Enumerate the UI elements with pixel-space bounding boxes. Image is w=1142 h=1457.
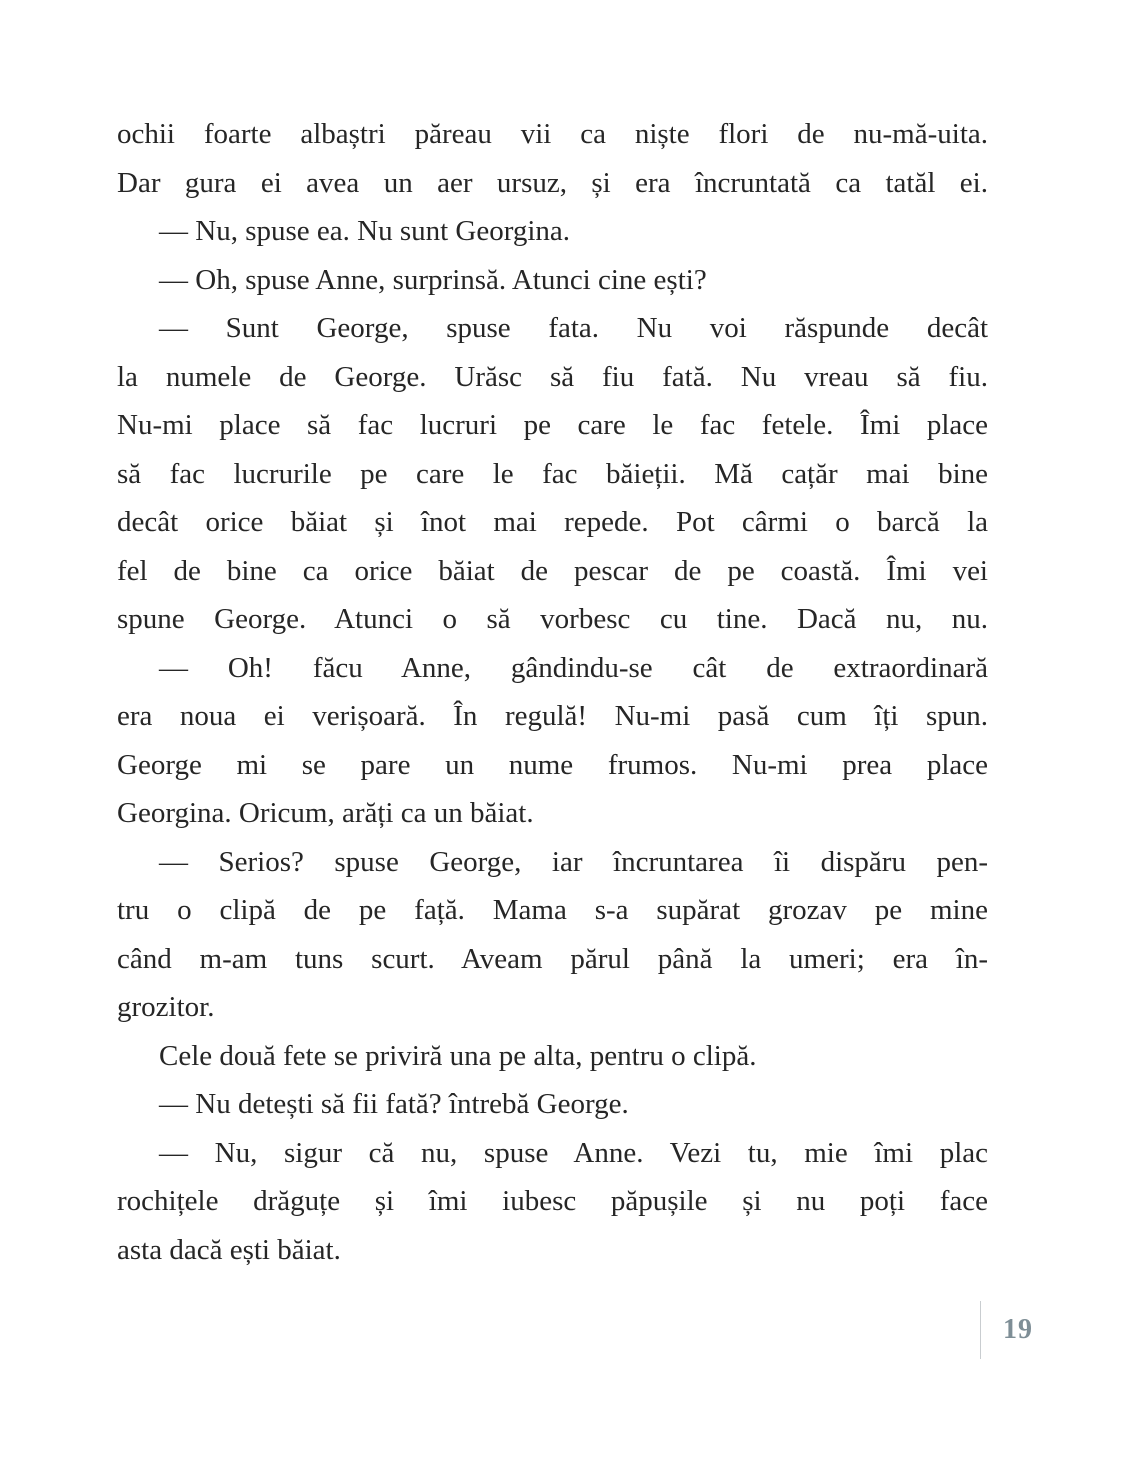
text-line: asta dacă ești băiat.	[117, 1233, 341, 1266]
footer-rule	[980, 1301, 981, 1359]
text-line: George mi se pare un nume frumos. Nu-mi prea place	[117, 748, 988, 781]
text-line: Georgina. Oricum, arăți ca un băiat.	[117, 797, 534, 829]
paragraph	[117, 1080, 988, 1129]
paragraph	[117, 1129, 988, 1275]
text-line: — Serios? spuse George, iar încruntarea îi dispăru pen-	[159, 845, 988, 878]
text-line: Dar gura ei avea un aer ursuz, și era încruntată ca tatăl ei.	[117, 166, 988, 199]
text-line: decât orice băiat și înot mai repede. Pot cârmi o barcă la	[117, 506, 988, 538]
text-line: ochii foarte albaștri păreau vii ca niște flori de nu-mă-uita.	[117, 118, 988, 150]
text-line: — Nu, sigur că nu, spuse Anne. Vezi tu, mie îmi plac	[159, 1136, 988, 1169]
text-line: spune George. Atunci o să vorbesc cu tine. Dacă nu, nu.	[117, 603, 988, 635]
paragraph	[117, 644, 988, 838]
text-line: Cele două fete se priviră una pe alta, pentru o clipă.	[159, 1039, 757, 1072]
text-line: rochițele drăguțe și îmi iubesc păpușile și nu poți face	[117, 1185, 988, 1217]
page-footer	[980, 1301, 1033, 1359]
paragraph	[117, 1032, 988, 1081]
paragraph	[117, 304, 988, 644]
text-line: Nu-mi place să fac lucruri pe care le fac fetele. Îmi place	[117, 409, 988, 441]
text-line: — Nu detești să fii fată? întrebă George.	[159, 1088, 629, 1120]
text-line: la numele de George. Urăsc să fiu fată. Nu vreau să fiu.	[117, 360, 988, 393]
paragraph	[117, 256, 988, 305]
page-number: 19	[1003, 1314, 1033, 1345]
text-line: să fac lucrurile pe care le fac băieții. Mă cațăr mai bine	[117, 457, 988, 490]
text-line: — Oh, spuse Anne, surprinsă. Atunci cine ești?	[159, 263, 707, 296]
paragraph	[117, 207, 988, 256]
text-line: grozitor.	[117, 991, 215, 1023]
text-line: tru o clipă de pe față. Mama s-a supărat grozav pe mine	[117, 894, 988, 926]
paragraph	[117, 110, 988, 207]
text-line: când m-am tuns scurt. Aveam părul până la umeri; era în-	[117, 942, 988, 975]
text-line: era noua ei verișoară. În regulă! Nu-mi pasă cum îți spun.	[117, 700, 988, 732]
paragraph	[117, 838, 988, 1032]
text-line: — Sunt George, spuse fata. Nu voi răspunde decât	[159, 312, 988, 344]
text-line: fel de bine ca orice băiat de pescar de pe coastă. Îmi vei	[117, 554, 988, 587]
text-line: — Oh! făcu Anne, gândindu-se cât de extraordinară	[159, 651, 988, 684]
text-block	[117, 110, 988, 1274]
text-line: — Nu, spuse ea. Nu sunt Georgina.	[159, 215, 571, 247]
